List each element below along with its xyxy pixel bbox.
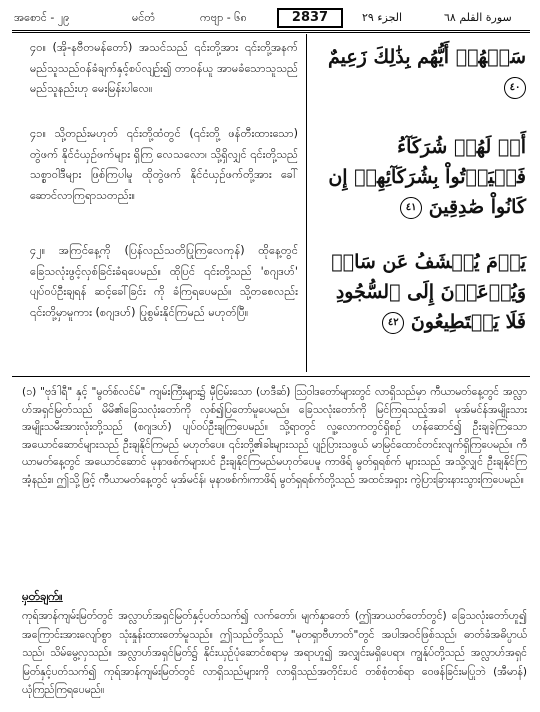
notes-heading: မှတ်ချက်။ <box>22 589 63 603</box>
header-rule <box>12 30 530 31</box>
page-number: 2837 <box>277 8 343 28</box>
header-part: အစောင် - ၂၉ <box>14 11 70 24</box>
arabic-text: سَلۡهُمۡ أَيُّهُم بِذَٰلِكَ زَعِيمٌ <box>327 46 526 68</box>
verse-arabic <box>314 132 526 222</box>
arabic-text: يَوۡمَ يُكۡشَفُ عَن سَاقٖ وَيُدۡعَوۡنَ إِلَى ٱلسُّجُودِ فَلَا يَسۡتَطِيعُونَ <box>331 251 526 333</box>
header-surah-name: سورة القلم ٦٨ <box>444 11 512 24</box>
verse-arabic <box>314 42 526 102</box>
page-header <box>12 6 530 28</box>
mushaf-page <box>12 6 530 706</box>
verse-translation: ၄၂။ အကြင်နေ့ကို (ပြန်လည်သတိပြုကြလေကုန်) ထိုနေ့တွင် ခြေသလုံးဖွင့်လှစ်ခြင်းခံရပေမည်။ ထိုပြင် ၎င်းတို့သည် 'စဂျဒဟ်' ပျပ်ဝပ်ဦးချရန် ဆင့်ခေါ်ခြင်း ကို ခံကြရပေမည်။ သို့တစေလည်း ၎င်းတို့မှာမူကား (စဂျဒဟ်) ပြုစွမ်းနိုင်ကြမည် မဟုတ်ပြီ။ <box>30 244 298 319</box>
ayah-number-mark: ٤٠ <box>504 77 526 99</box>
notes-paragraph: ကုရ်အာန်ကျမ်းမြတ်တွင် အလ္လာဟ်အရှင်မြတ်နှင့်ပတ်သက်၍ လက်တော်၊ မျက်နှာတော် (ဤအာယတ်တော်တွင်) ခြေသလုံးတော်ဟူ၍ အကြောင်းအားလျော်စွာ သုံးနှုန်းထားတော်မူသည်။ ဤသည်တို့သည် "မုတရှာဗီဟာတ်"တွင် အပါအဝင်ဖြစ်သည်၊ ဓာတ်ခံအဓိပ္ပာယ်သည်၊ သိမ်မွေ့လှသည်။ အလ္လာဟ်အရှင်မြတ်၌ နိုင်းယှဉ်ပုံဆောင်စရာမှ အရာဟူ၍ အလျှင်းမရှိပေရာ၊ ကျွန်ုပ်တို့သည် အလ္လာဟ်အရှင်မြတ်နှင့်ပတ်သက်၍ ကုရ်အာန်ကျမ်းမြတ်တွင် လာရှိသည်များကို လာရှိသည်အတိုင်းပင် တစ်စုံတစ်ရာ ဝေဖန်ခြင်းမပြုဘဲ (အီမာန်) ယုံကြည်ကြရပေမည်။ <box>22 610 527 696</box>
header-rule-double <box>12 32 530 33</box>
ayah-number-mark: ٤١ <box>400 197 422 219</box>
verse-arabic <box>314 247 526 337</box>
header-chapter: မင်တံ <box>132 11 156 24</box>
footnote-rule <box>12 376 530 377</box>
footnote: (၁) "ဗုဒ်ါရီ" နှင့် "မွတ်စ်လင်မ်" ကျမ်းကြီးများ၌ မှီငြမ်းသော (ဟဒီဆ်) ဩဝါဒတော်များတွင် လာရှိသည်မှာ ကီယာမတ်နေ့တွင် အလ္လာဟ်အရှင်မြတ်သည် မိမိ၏ခြေသလုံးတော်ကို လှစ်၍ပြတော်မူပေမည်။ ခြေသလုံးတော်ကို မြင်ကြရသည့်အခါ မုအ်မင်န်အမျိုးသားအမျိုးသမီးအားလုံးတို့သည် (စဂျဒဟ်) ပျပ်ဝပ်ဦးချကြပေမည်။ သို့ရာတွင် လူ့လောကတွင်ရှိစဉ် ဟန်ဆောင်၍ ဦးချခဲ့ကြသော အယောင်ဆောင်များသည် ဦးချနိုင်ကြမည် မဟုတ်ပေ။ ၎င်းတို့၏ခါးများသည် ပျဉ်ပြားသဖွယ် မာမြင်ထောင်တင်းလျက်ရှိကြပေမည်။ ကီယာမတ်နေ့တွင် အယောင်ဆောင် မုနာဖစ်က်များပင် ဦးချနိုင်ကြမည်မဟုတ်ပေမူ ကာဖိရ် မွတ်ရှရစ်က် များသည် အသို့လျှင် ဦးချနိုင်ကြအံ့နည်း။ ဤသို့ဖြင့် ကီယာမတ်နေ့တွင် မုအ်မင်န်၊ မုနာဖစ်က်၊ကာဖိရ် မွတ်ရှရစ်က်တို့သည် အထင်အရှား ကွဲပြားခြားနားသွားကြပေမည်။ <box>22 386 527 486</box>
verse-translation: ၄၁။ သို့တည်းမဟုတ် ၎င်းတို့ထံတွင် (၎င်းတို့ ဖန်တီးထားသော) တွဲဖက် နိုင်ငံယှဉ်ဖက်များ ရှိကြ လေသလော၊ သို့ရှိလျှင် ၎င်းတို့သည် သစ္စာဝါဒီများ ဖြစ်ကြပါမူ ထိုတွဲဖက် နိုင်ငံယှဉ်ဖက်တို့အား ခေါ် ဆောင်လာကြရာသတည်း။ <box>30 127 298 202</box>
ayah-number-mark: ٤٢ <box>382 312 404 334</box>
arabic-text: أَمۡ لَهُمۡ شُرَكَآءُ فَلۡيَأۡتُواْ بِشُرَكَآئِهِمۡ إِن كَانُواْ صَٰدِقِينَ <box>328 136 526 218</box>
header-juz: الجزء ٢٩ <box>362 11 403 24</box>
column-divider <box>306 34 307 372</box>
verse-translation: ၄၀။ (အို-နဗီတမန်တော်) အသင်သည် ၎င်းတို့အား ၎င်းတို့အနက် မည်သူသည်ဝန်ခံချက်နှင့်စပ်လျဉ်း၍ တာဝန်ယူ အာမခံသောသူသည် မည်သူနည်းဟု မေးမြန်းပါလေ။ <box>30 41 298 95</box>
header-surah-number: ကဗျာ - ၆၈ <box>200 11 247 24</box>
